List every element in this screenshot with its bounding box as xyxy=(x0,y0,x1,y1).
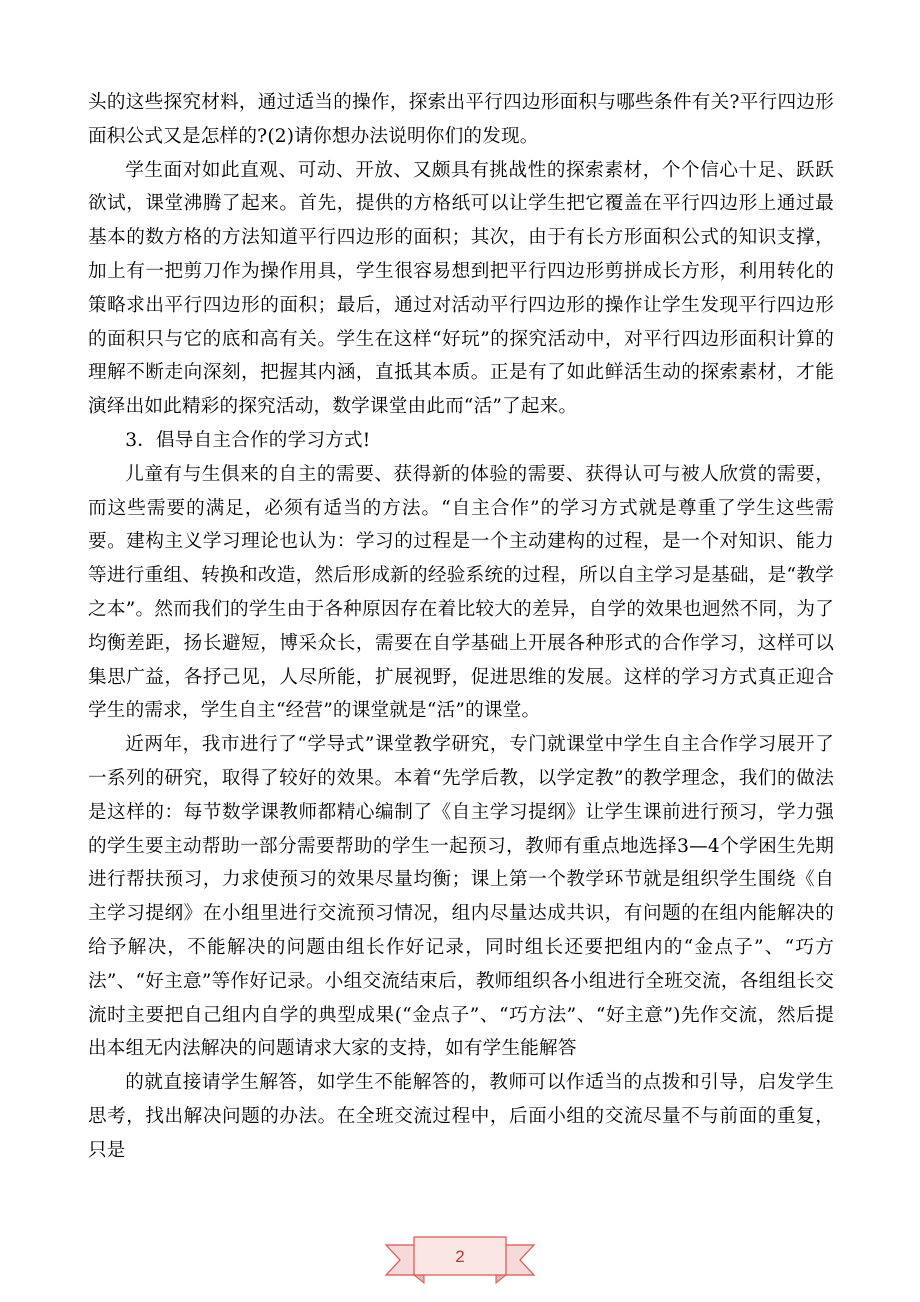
section-heading: 3．倡导自主合作的学习方式! xyxy=(125,429,371,451)
paragraph-autonomy: 儿童有与生俱来的自主的需要、获得新的体验的需要、获得认可与被人欣赏的需要，而这些需要的满足，必须有适当的方法。“自主合作”的学习方式就是尊重了学生这些需要。建构主义学习理论也认为：学习的过程是一个主动建构的过程，是一个对知识、能力等进行重组、转换和改造，然后形成新的经验系统的过程，所以自主学习是基础，是“教学之本”。然而我们的学生由于各种原因存在着比较大的差异，自学的效果也迥然不同，为了均衡差距，扬长避短，博采众长，需要在自学基础上开展各种形式的合作学习，这样可以集思广益，各抒己见，人尽所能，扩展视野，促进思维的发展。这样的学习方式真正迎合学生的需求，学生自主“经营”的课堂就是“活”的课堂。 xyxy=(88,463,834,722)
document-body xyxy=(88,86,834,1168)
paragraph-research: 近两年，我市进行了“学导式”课堂教学研究，专门就课堂中学生自主合作学习展开了一系列的研究，取得了较好的效果。本着“先学后教，以学定教”的教学理念，我们的做法是这样的：每节数学课教师都精心编制了《自主学习提纲》让学生课前进行预习，学力强的学生要主动帮助一部分需要帮助的学生一起预习，教师有重点地选择3—4个学困生先期进行帮扶预习，力求使预习的效果尽量均衡；课上第一个教学环节就是组织学生围绕《自主学习提纲》在小组里进行交流预习情况，组内尽量达成共识，有问题的在组内能解决的给予解决，不能解决的问题由组长作好记录，同时组长还要把组内的“金点子”、“巧方法”、“好主意”等作好记录。小组交流结束后，教师组织各小组进行全班交流，各组组长交流时主要把自己组内自学的典型成果(“金点子”、“巧方法”、“好主意”)先作交流，然后提出本组无内法解决的问题请求大家的支持，如有学生能解答 xyxy=(88,734,834,1060)
paragraph-continuation: 头的这些探究材料，通过适当的操作，探索出平行四边形面积与哪些条件有关?平行四边形面积公式又是怎样的?(2)请你想办法说明你们的发现。 xyxy=(88,92,834,147)
paragraph-answering: 的就直接请学生解答，如学生不能解答的，教师可以作适当的点拨和引导，启发学生思考，找出解决问题的办法。在全班交流过程中，后面小组的交流尽量不与前面的重复，只是 xyxy=(88,1072,834,1161)
page-number: 2 xyxy=(455,1247,465,1266)
paragraph-exploration: 学生面对如此直观、可动、开放、又颇具有挑战性的探索素材，个个信心十足、跃跃欲试，课堂沸腾了起来。首先，提供的方格纸可以让学生把它覆盖在平行四边形上通过最基本的数方格的方法知道平行四边形的面积；其次，由于有长方形面积公式的知识支撑，加上有一把剪刀作为操作用具，学生很容易想到把平行四边形剪拼成长方形，利用转化的策略求出平行四边形的面积；最后，通过对活动平行四边形的操作让学生发现平行四边形的面积只与它的底和高有关。学生在这样“好玩”的探究活动中，对平行四边形面积计算的理解不断走向深刻，把握其内涵，直抵其本质。正是有了如此鲜活生动的探索素材，才能演绎出如此精彩的探究活动，数学课堂由此而“活”了起来。 xyxy=(88,159,834,418)
page-footer xyxy=(384,1231,536,1291)
